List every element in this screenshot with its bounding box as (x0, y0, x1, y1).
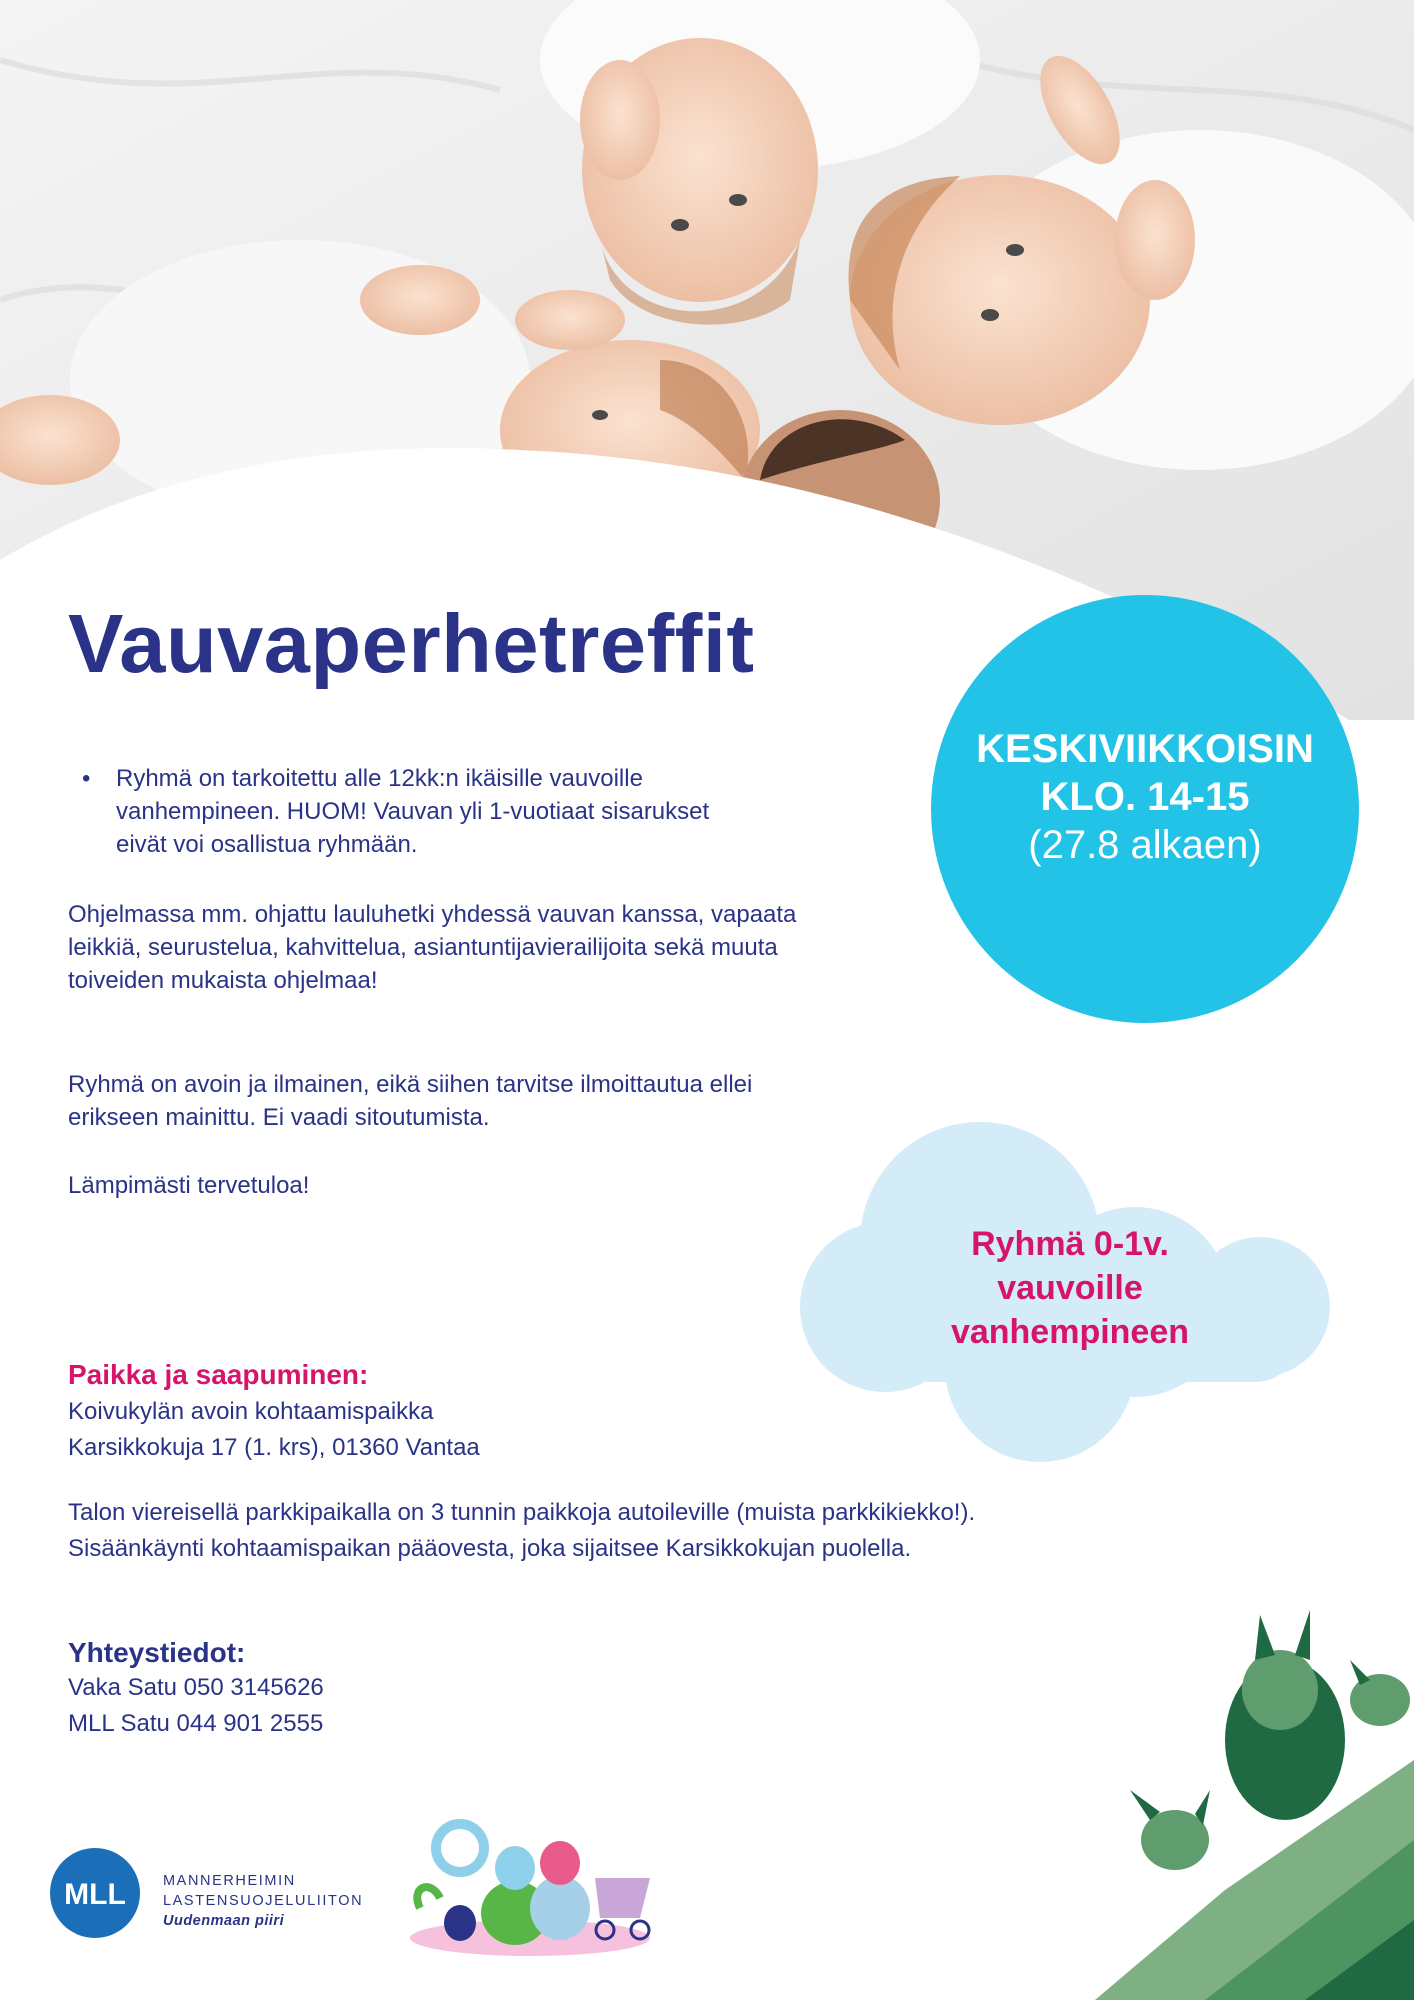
entrance-info: Sisäänkäynti kohtaamispaikan pääovesta, joka sijaitsee Karsikkokujan puolella. (68, 1535, 912, 1562)
contact-line: MLL Satu 044 901 2555 (68, 1710, 324, 1737)
schedule-time: KLO. 14-15 (1040, 775, 1250, 819)
schedule-badge (931, 595, 1359, 1023)
page-title: Vauvaperhetreffit (68, 597, 755, 690)
org-name-line2: LASTENSUOJELULIITON (163, 1893, 364, 1909)
squirrels-corner-icon (1095, 1590, 1414, 2000)
org-name-line1: MANNERHEIMIN (163, 1873, 296, 1889)
mll-logo-icon (50, 1848, 140, 1938)
open-group-paragraph: Ryhmä on avoin ja ilmainen, eikä siihen tarvitse ilmoittautua ellei erikseen mainittu. Ei vaadi sitoutumista. (68, 1071, 753, 1131)
schedule-day: KESKIVIIKKOISIN (976, 727, 1314, 771)
schedule-start: (27.8 alkaen) (1028, 823, 1262, 867)
org-district: Uudenmaan piiri (163, 1913, 285, 1929)
contacts-heading: Yhteystiedot: (68, 1637, 246, 1668)
program-paragraph: Ohjelmassa mm. ohjattu lauluhetki yhdessä vauvan kanssa, vapaata leikkiä, seurustelua, kahvittelua, asiantuntijavierailijoita sekä muuta toiveiden mukaista ohjelmaa! (68, 901, 797, 994)
list-item: • Ryhmä on tarkoitettu alle 12kk:n ikäisille vauvoille vanhempineen. HUOM! Vauvan yli 1-vuotiaat sisarukset eivät voi osallistua ryhmään. (82, 762, 762, 861)
location-address: Karsikkokuja 17 (1. krs), 01360 Vantaa (68, 1434, 480, 1461)
location-heading: Paikka ja saapuminen: (68, 1359, 369, 1390)
logo-mark: MLL (64, 1878, 126, 1911)
location-name: Koivukylän avoin kohtaamispaikka (68, 1398, 434, 1425)
info-bullet-list (82, 762, 762, 861)
contact-line: Vaka Satu 050 3145626 (68, 1674, 324, 1701)
group-age-label: Ryhmä 0-1v. vauvoille vanhempineen (950, 1225, 1190, 1351)
squirrel-family-stroller-icon (400, 1808, 670, 1958)
parking-info: Talon viereisellä parkkipaikalla on 3 tunnin paikkoja autoileville (muista parkkikiekko!). (68, 1499, 976, 1526)
welcome-paragraph: Lämpimästi tervetuloa! (68, 1172, 310, 1199)
